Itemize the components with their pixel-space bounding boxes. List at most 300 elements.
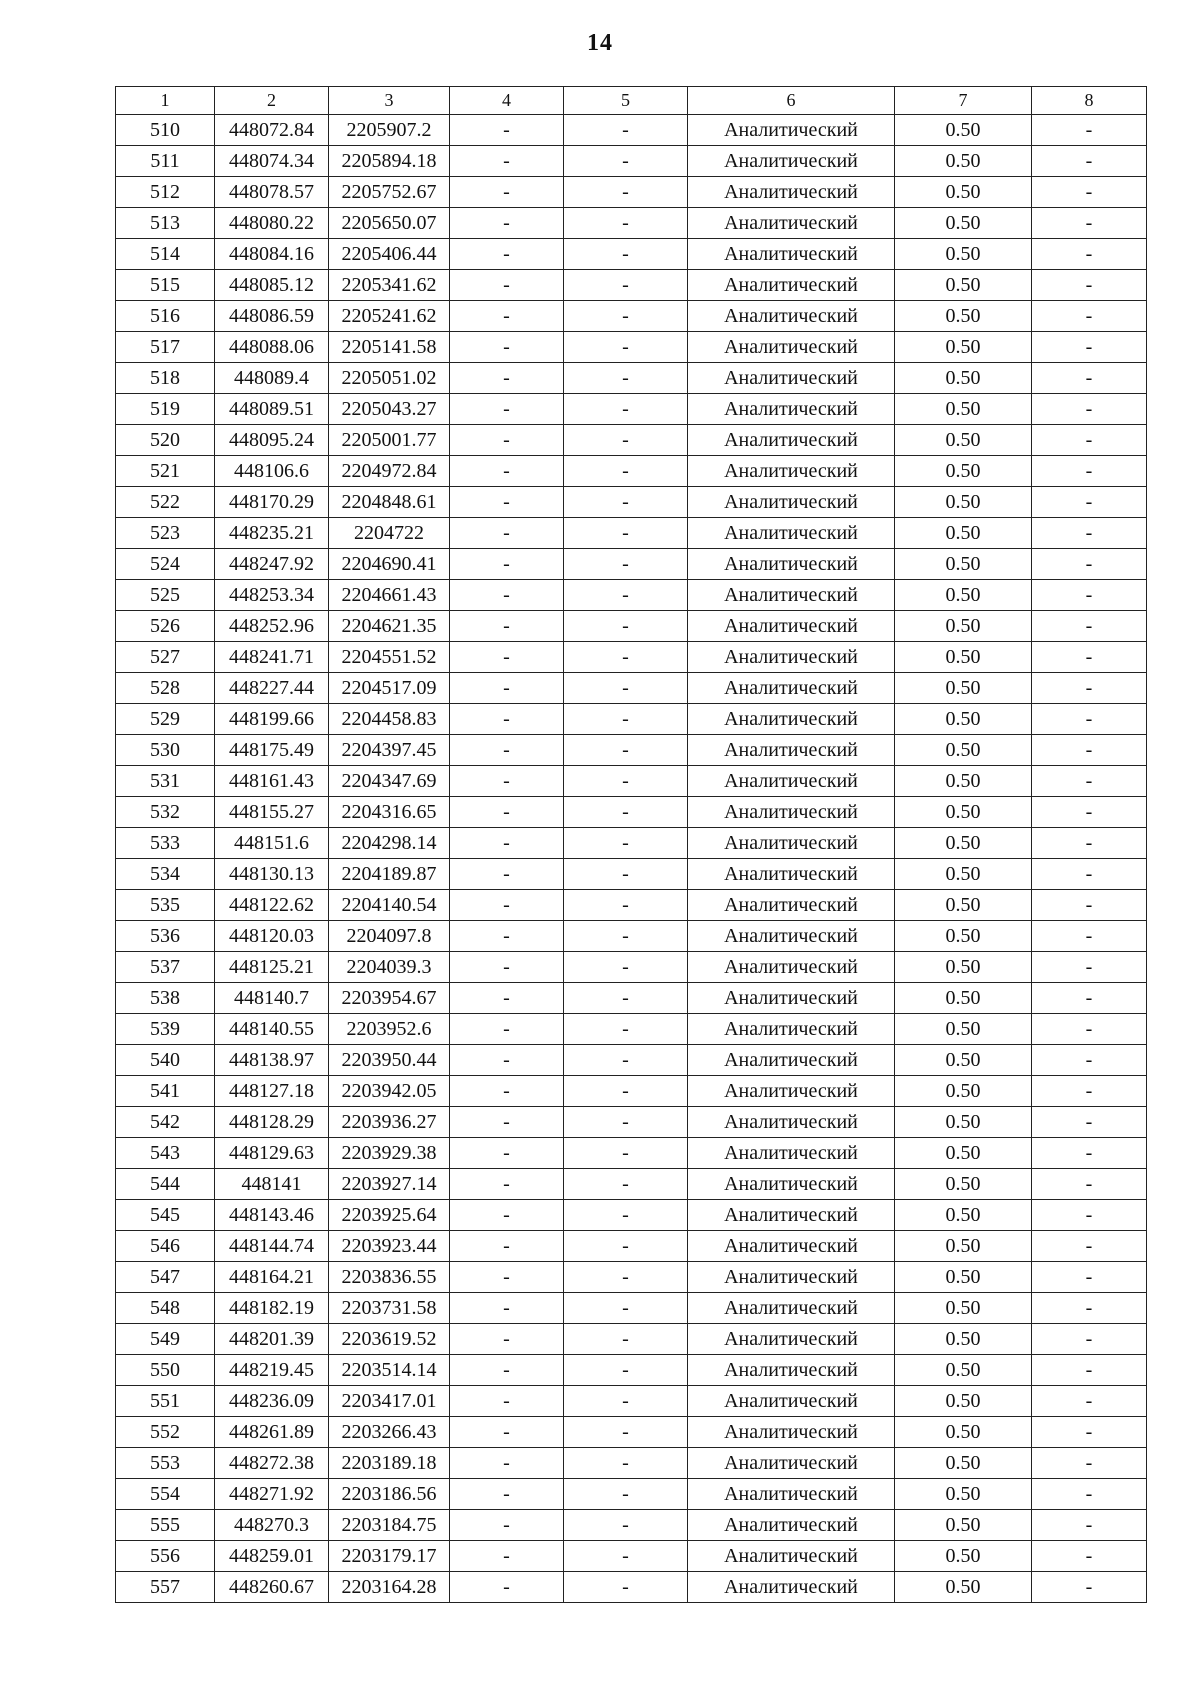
col8-cell: - xyxy=(1032,1417,1147,1448)
col4-cell: - xyxy=(450,1355,564,1386)
table-row xyxy=(116,301,1147,332)
y-coordinate-cell: 2204690.41 xyxy=(329,549,450,580)
point-number-cell: 526 xyxy=(116,611,215,642)
table-row xyxy=(116,425,1147,456)
point-number-cell: 539 xyxy=(116,1014,215,1045)
col5-cell: - xyxy=(564,115,688,146)
col5-cell: - xyxy=(564,673,688,704)
table-row xyxy=(116,1076,1147,1107)
method-cell: Аналитический xyxy=(688,1448,895,1479)
accuracy-cell: 0.50 xyxy=(895,1107,1032,1138)
col8-cell: - xyxy=(1032,301,1147,332)
x-coordinate-cell: 448252.96 xyxy=(215,611,329,642)
method-cell: Аналитический xyxy=(688,549,895,580)
accuracy-cell: 0.50 xyxy=(895,735,1032,766)
point-number-cell: 538 xyxy=(116,983,215,1014)
col5-cell: - xyxy=(564,363,688,394)
col5-cell: - xyxy=(564,952,688,983)
col8-cell: - xyxy=(1032,1262,1147,1293)
table-row xyxy=(116,208,1147,239)
accuracy-cell: 0.50 xyxy=(895,301,1032,332)
point-number-cell: 541 xyxy=(116,1076,215,1107)
point-number-cell: 525 xyxy=(116,580,215,611)
col4-cell: - xyxy=(450,239,564,270)
col5-cell: - xyxy=(564,146,688,177)
table-row xyxy=(116,394,1147,425)
point-number-cell: 546 xyxy=(116,1231,215,1262)
col5-cell: - xyxy=(564,611,688,642)
col8-cell: - xyxy=(1032,363,1147,394)
y-coordinate-cell: 2204298.14 xyxy=(329,828,450,859)
table-row xyxy=(116,456,1147,487)
accuracy-cell: 0.50 xyxy=(895,115,1032,146)
method-cell: Аналитический xyxy=(688,425,895,456)
accuracy-cell: 0.50 xyxy=(895,394,1032,425)
method-cell: Аналитический xyxy=(688,1138,895,1169)
column-header: 7 xyxy=(895,87,1032,115)
accuracy-cell: 0.50 xyxy=(895,1076,1032,1107)
accuracy-cell: 0.50 xyxy=(895,1293,1032,1324)
col8-cell: - xyxy=(1032,270,1147,301)
y-coordinate-cell: 2205907.2 xyxy=(329,115,450,146)
accuracy-cell: 0.50 xyxy=(895,208,1032,239)
method-cell: Аналитический xyxy=(688,332,895,363)
point-number-cell: 513 xyxy=(116,208,215,239)
point-number-cell: 536 xyxy=(116,921,215,952)
method-cell: Аналитический xyxy=(688,1045,895,1076)
y-coordinate-cell: 2205241.62 xyxy=(329,301,450,332)
table-row xyxy=(116,1107,1147,1138)
table-row xyxy=(116,1324,1147,1355)
x-coordinate-cell: 448235.21 xyxy=(215,518,329,549)
y-coordinate-cell: 2205406.44 xyxy=(329,239,450,270)
table-row xyxy=(116,1510,1147,1541)
x-coordinate-cell: 448138.97 xyxy=(215,1045,329,1076)
col5-cell: - xyxy=(564,983,688,1014)
y-coordinate-cell: 2203417.01 xyxy=(329,1386,450,1417)
table-row xyxy=(116,1231,1147,1262)
method-cell: Аналитический xyxy=(688,735,895,766)
point-number-cell: 540 xyxy=(116,1045,215,1076)
col5-cell: - xyxy=(564,456,688,487)
col5-cell: - xyxy=(564,1231,688,1262)
table-row xyxy=(116,1138,1147,1169)
x-coordinate-cell: 448080.22 xyxy=(215,208,329,239)
accuracy-cell: 0.50 xyxy=(895,1510,1032,1541)
col8-cell: - xyxy=(1032,952,1147,983)
col4-cell: - xyxy=(450,580,564,611)
table-row xyxy=(116,1479,1147,1510)
col4-cell: - xyxy=(450,270,564,301)
table-row xyxy=(116,1293,1147,1324)
col5-cell: - xyxy=(564,1479,688,1510)
col8-cell: - xyxy=(1032,1045,1147,1076)
col4-cell: - xyxy=(450,1262,564,1293)
y-coordinate-cell: 2204347.69 xyxy=(329,766,450,797)
x-coordinate-cell: 448085.12 xyxy=(215,270,329,301)
x-coordinate-cell: 448084.16 xyxy=(215,239,329,270)
col8-cell: - xyxy=(1032,580,1147,611)
method-cell: Аналитический xyxy=(688,1572,895,1603)
table-row xyxy=(116,549,1147,580)
col8-cell: - xyxy=(1032,704,1147,735)
x-coordinate-cell: 448247.92 xyxy=(215,549,329,580)
col8-cell: - xyxy=(1032,1169,1147,1200)
point-number-cell: 516 xyxy=(116,301,215,332)
table-row xyxy=(116,1014,1147,1045)
y-coordinate-cell: 2204140.54 xyxy=(329,890,450,921)
x-coordinate-cell: 448089.51 xyxy=(215,394,329,425)
y-coordinate-cell: 2203266.43 xyxy=(329,1417,450,1448)
col4-cell: - xyxy=(450,952,564,983)
col8-cell: - xyxy=(1032,1541,1147,1572)
y-coordinate-cell: 2204397.45 xyxy=(329,735,450,766)
col8-cell: - xyxy=(1032,1355,1147,1386)
col5-cell: - xyxy=(564,704,688,735)
col8-cell: - xyxy=(1032,1231,1147,1262)
y-coordinate-cell: 2205894.18 xyxy=(329,146,450,177)
accuracy-cell: 0.50 xyxy=(895,363,1032,394)
y-coordinate-cell: 2205043.27 xyxy=(329,394,450,425)
accuracy-cell: 0.50 xyxy=(895,1324,1032,1355)
accuracy-cell: 0.50 xyxy=(895,1045,1032,1076)
col8-cell: - xyxy=(1032,1572,1147,1603)
y-coordinate-cell: 2203184.75 xyxy=(329,1510,450,1541)
col5-cell: - xyxy=(564,1107,688,1138)
y-coordinate-cell: 2205051.02 xyxy=(329,363,450,394)
col4-cell: - xyxy=(450,1417,564,1448)
method-cell: Аналитический xyxy=(688,208,895,239)
point-number-cell: 553 xyxy=(116,1448,215,1479)
method-cell: Аналитический xyxy=(688,394,895,425)
table-row xyxy=(116,1417,1147,1448)
x-coordinate-cell: 448219.45 xyxy=(215,1355,329,1386)
col5-cell: - xyxy=(564,487,688,518)
col4-cell: - xyxy=(450,735,564,766)
point-number-cell: 528 xyxy=(116,673,215,704)
method-cell: Аналитический xyxy=(688,456,895,487)
x-coordinate-cell: 448130.13 xyxy=(215,859,329,890)
point-number-cell: 531 xyxy=(116,766,215,797)
col5-cell: - xyxy=(564,1076,688,1107)
point-number-cell: 522 xyxy=(116,487,215,518)
col5-cell: - xyxy=(564,921,688,952)
y-coordinate-cell: 2205650.07 xyxy=(329,208,450,239)
accuracy-cell: 0.50 xyxy=(895,332,1032,363)
y-coordinate-cell: 2205752.67 xyxy=(329,177,450,208)
col5-cell: - xyxy=(564,1572,688,1603)
method-cell: Аналитический xyxy=(688,1262,895,1293)
table-body xyxy=(116,115,1147,1603)
table-row xyxy=(116,1541,1147,1572)
y-coordinate-cell: 2204039.3 xyxy=(329,952,450,983)
accuracy-cell: 0.50 xyxy=(895,146,1032,177)
y-coordinate-cell: 2203164.28 xyxy=(329,1572,450,1603)
y-coordinate-cell: 2203731.58 xyxy=(329,1293,450,1324)
table-row xyxy=(116,642,1147,673)
col8-cell: - xyxy=(1032,921,1147,952)
col5-cell: - xyxy=(564,642,688,673)
col8-cell: - xyxy=(1032,146,1147,177)
accuracy-cell: 0.50 xyxy=(895,1200,1032,1231)
col5-cell: - xyxy=(564,1200,688,1231)
y-coordinate-cell: 2205341.62 xyxy=(329,270,450,301)
col4-cell: - xyxy=(450,1107,564,1138)
method-cell: Аналитический xyxy=(688,952,895,983)
accuracy-cell: 0.50 xyxy=(895,642,1032,673)
col8-cell: - xyxy=(1032,239,1147,270)
col4-cell: - xyxy=(450,146,564,177)
col5-cell: - xyxy=(564,549,688,580)
point-number-cell: 550 xyxy=(116,1355,215,1386)
col8-cell: - xyxy=(1032,177,1147,208)
col4-cell: - xyxy=(450,208,564,239)
page-number: 14 xyxy=(587,30,613,56)
x-coordinate-cell: 448170.29 xyxy=(215,487,329,518)
col5-cell: - xyxy=(564,1510,688,1541)
header-row xyxy=(116,87,1147,115)
method-cell: Аналитический xyxy=(688,1076,895,1107)
col4-cell: - xyxy=(450,363,564,394)
col5-cell: - xyxy=(564,1045,688,1076)
col8-cell: - xyxy=(1032,1479,1147,1510)
accuracy-cell: 0.50 xyxy=(895,983,1032,1014)
accuracy-cell: 0.50 xyxy=(895,549,1032,580)
point-number-cell: 547 xyxy=(116,1262,215,1293)
col4-cell: - xyxy=(450,456,564,487)
table-row xyxy=(116,239,1147,270)
x-coordinate-cell: 448078.57 xyxy=(215,177,329,208)
x-coordinate-cell: 448072.84 xyxy=(215,115,329,146)
col5-cell: - xyxy=(564,1386,688,1417)
col4-cell: - xyxy=(450,1045,564,1076)
col8-cell: - xyxy=(1032,456,1147,487)
point-number-cell: 524 xyxy=(116,549,215,580)
point-number-cell: 510 xyxy=(116,115,215,146)
col4-cell: - xyxy=(450,1293,564,1324)
method-cell: Аналитический xyxy=(688,1324,895,1355)
y-coordinate-cell: 2204458.83 xyxy=(329,704,450,735)
table-row xyxy=(116,1355,1147,1386)
x-coordinate-cell: 448261.89 xyxy=(215,1417,329,1448)
point-number-cell: 555 xyxy=(116,1510,215,1541)
method-cell: Аналитический xyxy=(688,177,895,208)
method-cell: Аналитический xyxy=(688,1014,895,1045)
col4-cell: - xyxy=(450,301,564,332)
table-row xyxy=(116,1045,1147,1076)
point-number-cell: 514 xyxy=(116,239,215,270)
x-coordinate-cell: 448271.92 xyxy=(215,1479,329,1510)
x-coordinate-cell: 448175.49 xyxy=(215,735,329,766)
table-row xyxy=(116,487,1147,518)
x-coordinate-cell: 448122.62 xyxy=(215,890,329,921)
col8-cell: - xyxy=(1032,1138,1147,1169)
col8-cell: - xyxy=(1032,487,1147,518)
y-coordinate-cell: 2203929.38 xyxy=(329,1138,450,1169)
point-number-cell: 515 xyxy=(116,270,215,301)
method-cell: Аналитический xyxy=(688,797,895,828)
method-cell: Аналитический xyxy=(688,270,895,301)
method-cell: Аналитический xyxy=(688,1231,895,1262)
accuracy-cell: 0.50 xyxy=(895,797,1032,828)
method-cell: Аналитический xyxy=(688,580,895,611)
point-number-cell: 532 xyxy=(116,797,215,828)
point-number-cell: 543 xyxy=(116,1138,215,1169)
y-coordinate-cell: 2204621.35 xyxy=(329,611,450,642)
method-cell: Аналитический xyxy=(688,1510,895,1541)
method-cell: Аналитический xyxy=(688,704,895,735)
col4-cell: - xyxy=(450,704,564,735)
col4-cell: - xyxy=(450,1572,564,1603)
accuracy-cell: 0.50 xyxy=(895,487,1032,518)
col8-cell: - xyxy=(1032,1510,1147,1541)
accuracy-cell: 0.50 xyxy=(895,177,1032,208)
col8-cell: - xyxy=(1032,1107,1147,1138)
accuracy-cell: 0.50 xyxy=(895,952,1032,983)
point-number-cell: 529 xyxy=(116,704,215,735)
col5-cell: - xyxy=(564,394,688,425)
y-coordinate-cell: 2203927.14 xyxy=(329,1169,450,1200)
table-row xyxy=(116,1572,1147,1603)
accuracy-cell: 0.50 xyxy=(895,704,1032,735)
y-coordinate-cell: 2203952.6 xyxy=(329,1014,450,1045)
col5-cell: - xyxy=(564,1262,688,1293)
accuracy-cell: 0.50 xyxy=(895,1355,1032,1386)
point-number-cell: 554 xyxy=(116,1479,215,1510)
coordinates-table xyxy=(115,86,1147,1603)
accuracy-cell: 0.50 xyxy=(895,1014,1032,1045)
column-header: 5 xyxy=(564,87,688,115)
table-row xyxy=(116,1169,1147,1200)
col8-cell: - xyxy=(1032,735,1147,766)
table-row xyxy=(116,1386,1147,1417)
accuracy-cell: 0.50 xyxy=(895,1479,1032,1510)
y-coordinate-cell: 2205001.77 xyxy=(329,425,450,456)
y-coordinate-cell: 2203925.64 xyxy=(329,1200,450,1231)
y-coordinate-cell: 2204848.61 xyxy=(329,487,450,518)
table-row xyxy=(116,580,1147,611)
x-coordinate-cell: 448143.46 xyxy=(215,1200,329,1231)
method-cell: Аналитический xyxy=(688,673,895,704)
column-header: 2 xyxy=(215,87,329,115)
method-cell: Аналитический xyxy=(688,1169,895,1200)
col4-cell: - xyxy=(450,115,564,146)
x-coordinate-cell: 448151.6 xyxy=(215,828,329,859)
table-row xyxy=(116,270,1147,301)
col8-cell: - xyxy=(1032,518,1147,549)
col5-cell: - xyxy=(564,177,688,208)
x-coordinate-cell: 448155.27 xyxy=(215,797,329,828)
col4-cell: - xyxy=(450,828,564,859)
y-coordinate-cell: 2203619.52 xyxy=(329,1324,450,1355)
accuracy-cell: 0.50 xyxy=(895,1169,1032,1200)
col8-cell: - xyxy=(1032,115,1147,146)
col4-cell: - xyxy=(450,1510,564,1541)
accuracy-cell: 0.50 xyxy=(895,673,1032,704)
column-header: 4 xyxy=(450,87,564,115)
accuracy-cell: 0.50 xyxy=(895,1386,1032,1417)
x-coordinate-cell: 448161.43 xyxy=(215,766,329,797)
col4-cell: - xyxy=(450,611,564,642)
col5-cell: - xyxy=(564,890,688,921)
column-header: 6 xyxy=(688,87,895,115)
x-coordinate-cell: 448182.19 xyxy=(215,1293,329,1324)
point-number-cell: 535 xyxy=(116,890,215,921)
accuracy-cell: 0.50 xyxy=(895,890,1032,921)
y-coordinate-cell: 2205141.58 xyxy=(329,332,450,363)
col8-cell: - xyxy=(1032,394,1147,425)
col4-cell: - xyxy=(450,983,564,1014)
col5-cell: - xyxy=(564,1169,688,1200)
accuracy-cell: 0.50 xyxy=(895,425,1032,456)
x-coordinate-cell: 448144.74 xyxy=(215,1231,329,1262)
x-coordinate-cell: 448086.59 xyxy=(215,301,329,332)
col4-cell: - xyxy=(450,518,564,549)
point-number-cell: 556 xyxy=(116,1541,215,1572)
accuracy-cell: 0.50 xyxy=(895,1572,1032,1603)
table-row xyxy=(116,766,1147,797)
point-number-cell: 549 xyxy=(116,1324,215,1355)
y-coordinate-cell: 2203189.18 xyxy=(329,1448,450,1479)
point-number-cell: 545 xyxy=(116,1200,215,1231)
table-row xyxy=(116,177,1147,208)
point-number-cell: 511 xyxy=(116,146,215,177)
col5-cell: - xyxy=(564,425,688,456)
col5-cell: - xyxy=(564,1448,688,1479)
col5-cell: - xyxy=(564,580,688,611)
x-coordinate-cell: 448270.3 xyxy=(215,1510,329,1541)
x-coordinate-cell: 448253.34 xyxy=(215,580,329,611)
col8-cell: - xyxy=(1032,1324,1147,1355)
table-row xyxy=(116,828,1147,859)
col4-cell: - xyxy=(450,1076,564,1107)
accuracy-cell: 0.50 xyxy=(895,611,1032,642)
accuracy-cell: 0.50 xyxy=(895,270,1032,301)
point-number-cell: 548 xyxy=(116,1293,215,1324)
accuracy-cell: 0.50 xyxy=(895,1541,1032,1572)
method-cell: Аналитический xyxy=(688,487,895,518)
accuracy-cell: 0.50 xyxy=(895,1138,1032,1169)
col5-cell: - xyxy=(564,1014,688,1045)
col5-cell: - xyxy=(564,1355,688,1386)
x-coordinate-cell: 448095.24 xyxy=(215,425,329,456)
col8-cell: - xyxy=(1032,797,1147,828)
col8-cell: - xyxy=(1032,642,1147,673)
accuracy-cell: 0.50 xyxy=(895,921,1032,952)
table-row xyxy=(116,921,1147,952)
x-coordinate-cell: 448128.29 xyxy=(215,1107,329,1138)
point-number-cell: 519 xyxy=(116,394,215,425)
col8-cell: - xyxy=(1032,1014,1147,1045)
col8-cell: - xyxy=(1032,1200,1147,1231)
col4-cell: - xyxy=(450,177,564,208)
y-coordinate-cell: 2204097.8 xyxy=(329,921,450,952)
x-coordinate-cell: 448241.71 xyxy=(215,642,329,673)
col5-cell: - xyxy=(564,766,688,797)
x-coordinate-cell: 448140.55 xyxy=(215,1014,329,1045)
method-cell: Аналитический xyxy=(688,518,895,549)
y-coordinate-cell: 2203950.44 xyxy=(329,1045,450,1076)
x-coordinate-cell: 448272.38 xyxy=(215,1448,329,1479)
col8-cell: - xyxy=(1032,859,1147,890)
y-coordinate-cell: 2203836.55 xyxy=(329,1262,450,1293)
col4-cell: - xyxy=(450,394,564,425)
table-row xyxy=(116,673,1147,704)
method-cell: Аналитический xyxy=(688,239,895,270)
point-number-cell: 533 xyxy=(116,828,215,859)
method-cell: Аналитический xyxy=(688,1355,895,1386)
accuracy-cell: 0.50 xyxy=(895,1417,1032,1448)
